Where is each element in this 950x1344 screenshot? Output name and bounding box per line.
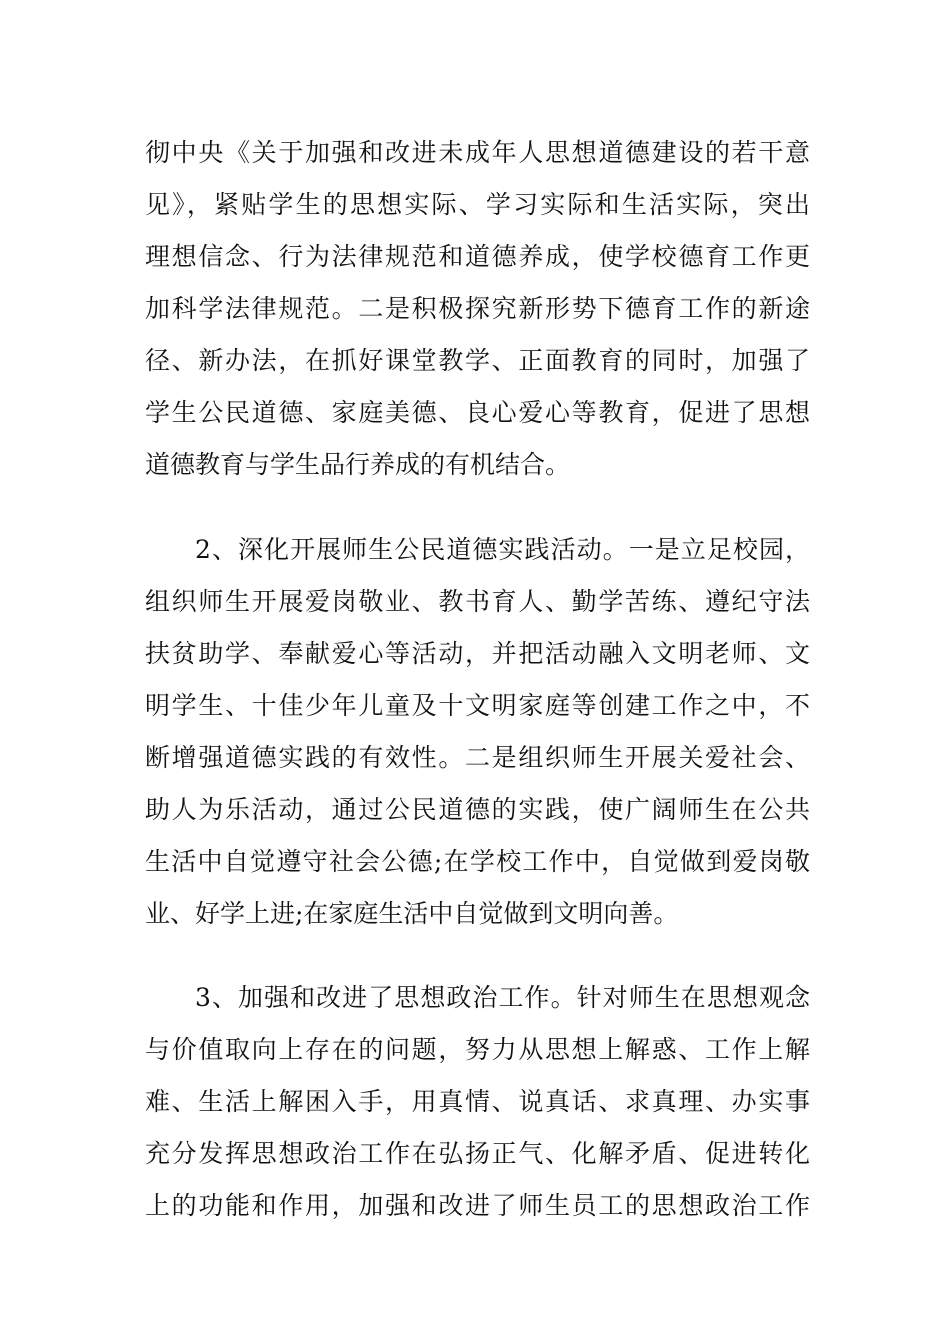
text-line: 径、新办法，在抓好课堂教学、正面教育的同时，加强了 xyxy=(145,346,810,375)
text-line: 学生公民道德、家庭美德、良心爱心等教育，促进了思想 xyxy=(145,398,810,427)
text-line: 上的功能和作用，加强和改进了师生员工的思想政治工作 xyxy=(145,1191,810,1220)
text-line: 业、好学上进;在家庭生活中自觉做到文明向善。 xyxy=(145,899,679,928)
paragraph-political-work xyxy=(145,972,810,1232)
text-line: 与价值取向上存在的问题，努力从思想上解惑、工作上解 xyxy=(145,1035,810,1064)
text-line: 加科学法律规范。二是积极探究新形势下德育工作的新途 xyxy=(145,294,810,323)
text-line: 助人为乐活动，通过公民道德的实践，使广阔师生在公共 xyxy=(145,795,810,824)
text-line: 理想信念、行为法律规范和道德养成，使学校德育工作更 xyxy=(145,242,810,271)
text-line: 2、深化开展师生公民道德实践活动。一是立足校园， xyxy=(195,535,810,564)
text-line: 扶贫助学、奉献爱心等活动，并把活动融入文明老师、文 xyxy=(145,639,810,668)
text-line: 见》，紧贴学生的思想实际、学习实际和生活实际，突出 xyxy=(145,190,810,219)
text-line: 难、生活上解困入手，用真情、说真话、求真理、办实事 xyxy=(145,1087,810,1116)
text-line: 断增强道德实践的有效性。二是组织师生开展关爱社会、 xyxy=(145,743,810,772)
text-line: 3、加强和改进了思想政治工作。针对师生在思想观念 xyxy=(195,983,810,1012)
text-line: 生活中自觉遵守社会公德;在学校工作中，自觉做到爱岗敬 xyxy=(145,847,810,876)
paragraph-moral-education-continued xyxy=(145,127,810,491)
text-line: 彻中央《关于加强和改进未成年人思想道德建设的若干意 xyxy=(145,138,810,167)
paragraph-civic-morality-practice xyxy=(145,524,810,940)
text-line: 明学生、十佳少年儿童及十文明家庭等创建工作之中，不 xyxy=(145,691,810,720)
text-line: 道德教育与学生品行养成的有机结合。 xyxy=(145,450,571,479)
text-line: 组织师生开展爱岗敬业、教书育人、勤学苦练、遵纪守法 xyxy=(145,587,810,616)
text-line: 充分发挥思想政治工作在弘扬正气、化解矛盾、促进转化 xyxy=(145,1139,810,1168)
